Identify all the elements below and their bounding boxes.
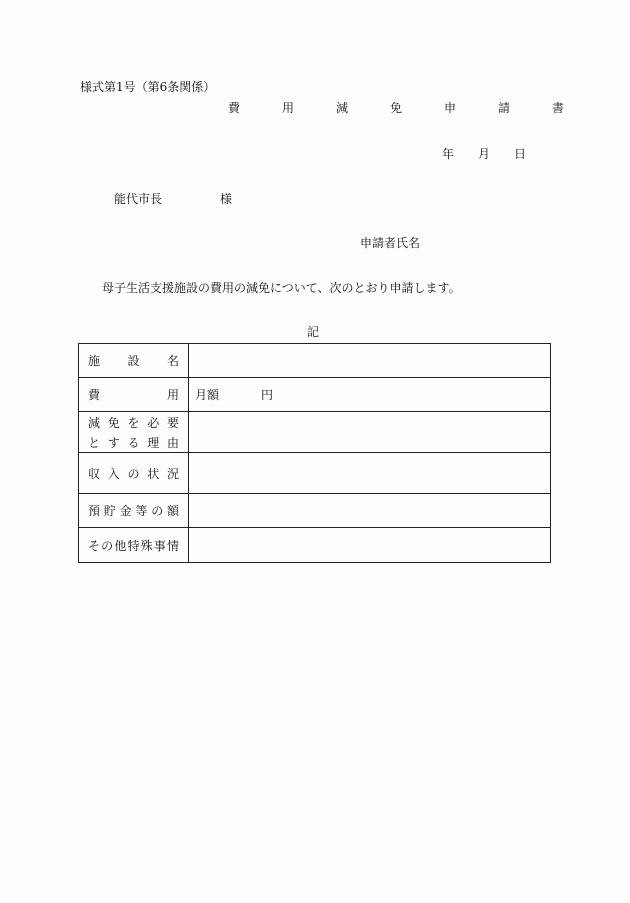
facility-name-field[interactable]	[189, 344, 551, 378]
date-year: 年	[442, 147, 455, 161]
applicant-name-label: 申請者氏名	[360, 236, 421, 250]
document-title: 費 用 減 免 申 請 書	[228, 101, 580, 115]
savings-amount-field[interactable]	[189, 494, 551, 528]
fee-label: 費 用	[79, 378, 189, 412]
fee-field[interactable]	[189, 378, 551, 412]
special-circumstances-field[interactable]	[189, 528, 551, 563]
table-row-income	[79, 453, 551, 494]
income-status-field[interactable]	[189, 453, 551, 494]
special-circumstances-label: そ の 他 特 殊 事 情	[79, 528, 189, 563]
fee-yen-suffix: 円	[261, 388, 274, 402]
date-day: 日	[514, 147, 527, 161]
ki-label: 記	[307, 325, 320, 339]
reason-label: 減 免 を 必 要 と す る 理 由	[79, 412, 189, 453]
addressee-honorific: 様	[220, 192, 233, 206]
form-number: 様式第1号（第6条関係）	[80, 80, 216, 94]
addressee-name: 能代市長	[114, 192, 163, 206]
fee-monthly-prefix: 月額	[195, 388, 220, 402]
table-row-special	[79, 528, 551, 563]
reason-field[interactable]	[189, 412, 551, 453]
addressee	[114, 193, 232, 205]
date-line	[442, 148, 526, 160]
application-table	[78, 343, 551, 563]
application-statement: 母子生活支援施設の費用の減免について、次のとおり申請します。	[102, 281, 461, 295]
income-status-label: 収 入 の 状 況	[79, 453, 189, 494]
table-row-facility	[79, 344, 551, 378]
date-month: 月	[478, 147, 491, 161]
savings-amount-label: 預 貯 金 等 の 額	[79, 494, 189, 528]
table-row-reason	[79, 412, 551, 453]
table-row-savings	[79, 494, 551, 528]
table-row-fee	[79, 378, 551, 412]
facility-name-label: 施 設 名	[79, 344, 189, 378]
